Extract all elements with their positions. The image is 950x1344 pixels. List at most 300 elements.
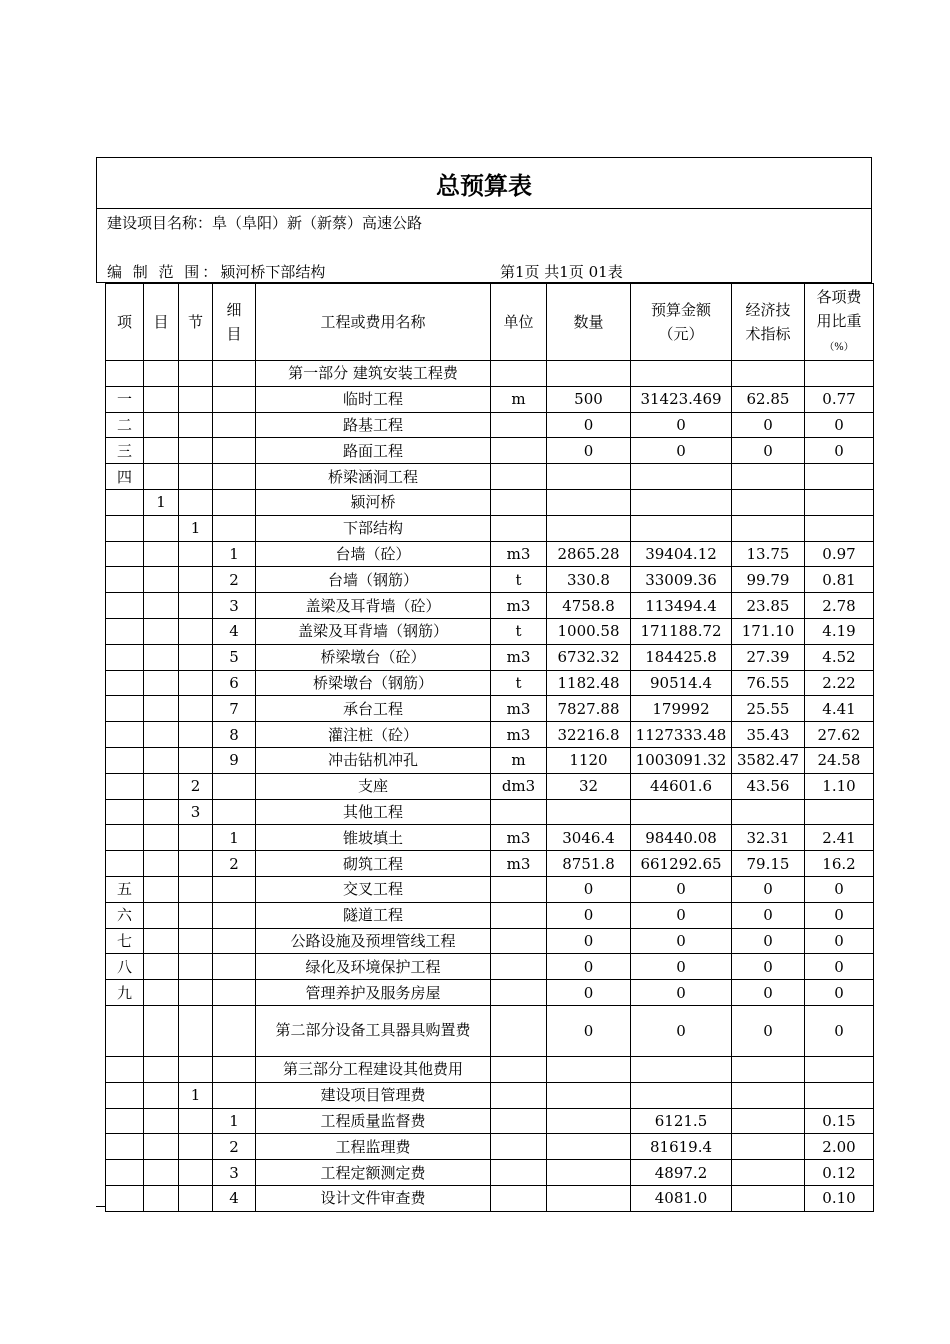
cell-name: 颍河桥 [256, 489, 491, 515]
cell-ratio: 4.52 [805, 644, 874, 670]
cell-mu [144, 1108, 179, 1134]
table-row [106, 928, 874, 954]
cell-ratio: 0 [805, 980, 874, 1006]
cell-ximu [213, 876, 256, 902]
cell-mu [144, 1082, 179, 1108]
cell-ximu: 1 [213, 1108, 256, 1134]
cell-jie [179, 954, 213, 980]
cell-ratio: 2.22 [805, 670, 874, 696]
col-header-jie: 节 [179, 284, 213, 361]
cell-xiang [106, 593, 144, 619]
cell-unit: m [491, 747, 547, 773]
cell-ximu [213, 954, 256, 980]
cell-unit [491, 928, 547, 954]
cell-jie [179, 747, 213, 773]
cell-ratio: 0 [805, 954, 874, 980]
cell-name: 锥坡填土 [256, 825, 491, 851]
col-header-xiang: 项 [106, 284, 144, 361]
cell-mu: 1 [144, 489, 179, 515]
cell-amount: 0 [631, 980, 732, 1006]
cell-mu [144, 902, 179, 928]
col-header-ratio-line3: （%） [824, 341, 854, 353]
cell-unit [491, 438, 547, 464]
project-name-line [107, 212, 422, 233]
cell-ratio: 16.2 [805, 851, 874, 877]
col-header-mu: 目 [144, 284, 179, 361]
cell-jie [179, 361, 213, 387]
cell-qty [547, 1134, 631, 1160]
cell-unit [491, 954, 547, 980]
cell-unit [491, 515, 547, 541]
cell-jie: 1 [179, 1082, 213, 1108]
cell-jie [179, 386, 213, 412]
cell-ximu: 2 [213, 567, 256, 593]
col-header-amount-line2: （元） [658, 325, 704, 343]
cell-unit: m3 [491, 722, 547, 748]
cell-xiang [106, 489, 144, 515]
cell-amount: 0 [631, 1005, 732, 1056]
cell-xiang [106, 799, 144, 825]
cell-index: 43.56 [732, 773, 805, 799]
cell-jie [179, 928, 213, 954]
cell-ratio [805, 515, 874, 541]
cell-qty [547, 361, 631, 387]
cell-ratio: 2.78 [805, 593, 874, 619]
cell-ximu [213, 361, 256, 387]
col-header-unit: 单位 [491, 284, 547, 361]
cell-unit: t [491, 670, 547, 696]
cell-xiang [106, 1005, 144, 1056]
page-info: 第1页 共1页 01表 [500, 263, 623, 281]
cell-qty: 0 [547, 1005, 631, 1056]
cell-unit [491, 1056, 547, 1082]
cell-mu [144, 1005, 179, 1056]
cell-amount: 1003091.32 [631, 747, 732, 773]
table-row [106, 1082, 874, 1108]
table-row [106, 1005, 874, 1056]
cell-index [732, 489, 805, 515]
title-divider [97, 208, 871, 209]
cell-ratio [805, 1082, 874, 1108]
cell-qty: 1182.48 [547, 670, 631, 696]
scope-line [107, 261, 325, 282]
cell-jie [179, 1185, 213, 1211]
cell-ratio: 0 [805, 1005, 874, 1056]
cell-amount [631, 464, 732, 490]
cell-amount: 0 [631, 412, 732, 438]
cell-amount: 0 [631, 902, 732, 928]
cell-name: 冲击钻机冲孔 [256, 747, 491, 773]
cell-index: 171.10 [732, 618, 805, 644]
cell-amount: 4081.0 [631, 1185, 732, 1211]
cell-xiang: 四 [106, 464, 144, 490]
cell-ximu [213, 980, 256, 1006]
cell-ratio: 0.12 [805, 1160, 874, 1186]
cell-jie [179, 1108, 213, 1134]
cell-amount: 113494.4 [631, 593, 732, 619]
cell-xiang: 一 [106, 386, 144, 412]
cell-ximu: 2 [213, 851, 256, 877]
cell-name: 第三部分工程建设其他费用 [256, 1056, 491, 1082]
cell-amount: 6121.5 [631, 1108, 732, 1134]
col-header-index-line2: 术指标 [745, 325, 791, 343]
cell-ximu [213, 1056, 256, 1082]
cell-index: 3582.47 [732, 747, 805, 773]
cell-unit: m3 [491, 825, 547, 851]
cell-unit [491, 489, 547, 515]
cell-index [732, 799, 805, 825]
cell-amount: 33009.36 [631, 567, 732, 593]
col-header-ximu-line1: 细 [226, 301, 242, 319]
cell-ximu: 6 [213, 670, 256, 696]
cell-ximu: 4 [213, 618, 256, 644]
cell-unit [491, 412, 547, 438]
cell-ximu [213, 799, 256, 825]
cell-name: 工程监理费 [256, 1134, 491, 1160]
table-row [106, 696, 874, 722]
table-row [106, 1108, 874, 1134]
cell-qty [547, 1056, 631, 1082]
cell-mu [144, 954, 179, 980]
cell-jie [179, 464, 213, 490]
cell-mu [144, 412, 179, 438]
cell-ximu [213, 438, 256, 464]
cell-ximu: 2 [213, 1134, 256, 1160]
cell-unit: m3 [491, 851, 547, 877]
cell-qty: 1000.58 [547, 618, 631, 644]
cell-qty: 0 [547, 876, 631, 902]
col-header-qty: 数量 [547, 284, 631, 361]
cell-xiang [106, 567, 144, 593]
cell-index [732, 464, 805, 490]
cell-xiang [106, 773, 144, 799]
cell-mu [144, 670, 179, 696]
cell-jie [179, 618, 213, 644]
cell-ratio: 0 [805, 928, 874, 954]
cell-jie: 3 [179, 799, 213, 825]
cell-name: 灌注桩（砼） [256, 722, 491, 748]
cell-ratio [805, 1056, 874, 1082]
cell-ratio: 0 [805, 438, 874, 464]
cell-mu [144, 361, 179, 387]
cell-ratio: 1.10 [805, 773, 874, 799]
cell-name: 盖梁及耳背墙（砼） [256, 593, 491, 619]
col-header-name: 工程或费用名称 [256, 284, 491, 361]
cell-jie [179, 902, 213, 928]
cell-amount: 171188.72 [631, 618, 732, 644]
cell-amount: 179992 [631, 696, 732, 722]
cell-mu [144, 980, 179, 1006]
cell-jie: 2 [179, 773, 213, 799]
cell-name: 路面工程 [256, 438, 491, 464]
cell-unit [491, 1185, 547, 1211]
col-header-amount-line1: 预算金额 [650, 301, 711, 319]
cell-ratio: 2.00 [805, 1134, 874, 1160]
cell-index: 13.75 [732, 541, 805, 567]
cell-mu [144, 1185, 179, 1211]
cell-ximu [213, 412, 256, 438]
cell-xiang: 八 [106, 954, 144, 980]
cell-index [732, 1056, 805, 1082]
cell-xiang [106, 825, 144, 851]
cell-ximu [213, 386, 256, 412]
cell-amount: 0 [631, 928, 732, 954]
col-header-index-line1: 经济技 [745, 301, 791, 319]
cell-index: 35.43 [732, 722, 805, 748]
cell-name: 砌筑工程 [256, 851, 491, 877]
cell-ratio [805, 489, 874, 515]
cell-mu [144, 1056, 179, 1082]
cell-jie [179, 696, 213, 722]
table-row [106, 567, 874, 593]
cell-mu [144, 386, 179, 412]
table-row [106, 876, 874, 902]
cell-amount: 0 [631, 876, 732, 902]
cell-name: 绿化及环境保护工程 [256, 954, 491, 980]
cell-amount: 98440.08 [631, 825, 732, 851]
scope-value: 颍河桥下部结构 [220, 263, 326, 281]
cell-unit [491, 1134, 547, 1160]
cell-qty: 7827.88 [547, 696, 631, 722]
table-row [106, 386, 874, 412]
project-name: 阜（阜阳）新（新蔡）高速公路 [212, 214, 423, 232]
cell-name: 第一部分 建筑安装工程费 [256, 361, 491, 387]
cell-unit: m [491, 386, 547, 412]
table-row [106, 825, 874, 851]
cell-ximu [213, 515, 256, 541]
cell-mu [144, 593, 179, 619]
cell-index: 0 [732, 876, 805, 902]
cell-unit: dm3 [491, 773, 547, 799]
cell-name: 公路设施及预埋管线工程 [256, 928, 491, 954]
cell-index: 25.55 [732, 696, 805, 722]
cell-index: 0 [732, 902, 805, 928]
cell-amount: 184425.8 [631, 644, 732, 670]
cell-xiang: 五 [106, 876, 144, 902]
cell-index: 79.15 [732, 851, 805, 877]
cell-name: 建设项目管理费 [256, 1082, 491, 1108]
cell-xiang [106, 1108, 144, 1134]
cell-amount [631, 361, 732, 387]
cell-jie [179, 541, 213, 567]
cell-jie [179, 876, 213, 902]
table-row [106, 902, 874, 928]
cell-qty: 1120 [547, 747, 631, 773]
cell-qty [547, 1108, 631, 1134]
table-row [106, 1134, 874, 1160]
cell-name: 承台工程 [256, 696, 491, 722]
table-header-row [106, 284, 874, 361]
cell-jie [179, 438, 213, 464]
cell-index: 32.31 [732, 825, 805, 851]
cell-xiang [106, 1160, 144, 1186]
cell-mu [144, 851, 179, 877]
cell-ratio: 0.77 [805, 386, 874, 412]
cell-ximu: 5 [213, 644, 256, 670]
cell-amount: 81619.4 [631, 1134, 732, 1160]
cell-index: 0 [732, 1005, 805, 1056]
cell-jie [179, 1160, 213, 1186]
cell-qty: 6732.32 [547, 644, 631, 670]
cell-ratio [805, 799, 874, 825]
cell-mu [144, 438, 179, 464]
cell-ratio: 2.41 [805, 825, 874, 851]
cell-ximu [213, 464, 256, 490]
cell-ximu [213, 928, 256, 954]
cell-xiang [106, 1185, 144, 1211]
cell-qty: 330.8 [547, 567, 631, 593]
cell-qty [547, 515, 631, 541]
table-row [106, 1185, 874, 1211]
table-row [106, 954, 874, 980]
cell-ratio: 0.81 [805, 567, 874, 593]
cell-name: 隧道工程 [256, 902, 491, 928]
cell-xiang [106, 644, 144, 670]
cell-index [732, 1134, 805, 1160]
cell-name: 第二部分设备工具器具购置费 [256, 1005, 491, 1056]
cell-xiang [106, 670, 144, 696]
budget-table [105, 283, 874, 1212]
cell-unit [491, 980, 547, 1006]
cell-qty [547, 1082, 631, 1108]
cell-ratio: 4.19 [805, 618, 874, 644]
cell-mu [144, 464, 179, 490]
cell-mu [144, 567, 179, 593]
cell-xiang: 二 [106, 412, 144, 438]
cell-amount [631, 515, 732, 541]
cell-jie [179, 567, 213, 593]
cell-xiang: 三 [106, 438, 144, 464]
cell-qty: 0 [547, 954, 631, 980]
cell-index: 76.55 [732, 670, 805, 696]
table-row [106, 1160, 874, 1186]
cell-mu [144, 773, 179, 799]
cell-index: 23.85 [732, 593, 805, 619]
cell-jie [179, 1134, 213, 1160]
cell-xiang: 九 [106, 980, 144, 1006]
cell-name: 路基工程 [256, 412, 491, 438]
cell-name: 管理养护及服务房屋 [256, 980, 491, 1006]
cell-index: 0 [732, 412, 805, 438]
cell-name: 桥梁墩台（砼） [256, 644, 491, 670]
table-row [106, 747, 874, 773]
cell-ratio: 0 [805, 412, 874, 438]
cell-name: 台墙（钢筋） [256, 567, 491, 593]
cell-index: 99.79 [732, 567, 805, 593]
cell-xiang [106, 541, 144, 567]
cell-unit [491, 876, 547, 902]
cell-index: 0 [732, 438, 805, 464]
cell-name: 台墙（砼） [256, 541, 491, 567]
cell-ximu: 3 [213, 1160, 256, 1186]
cell-ximu [213, 902, 256, 928]
cell-xiang [106, 722, 144, 748]
cell-ximu: 1 [213, 541, 256, 567]
cell-name: 工程定额测定费 [256, 1160, 491, 1186]
cell-xiang [106, 361, 144, 387]
cell-amount: 1127333.48 [631, 722, 732, 748]
cell-unit: m3 [491, 696, 547, 722]
table-row [106, 618, 874, 644]
cell-index: 0 [732, 980, 805, 1006]
table-row [106, 773, 874, 799]
cell-mu [144, 515, 179, 541]
cell-name: 其他工程 [256, 799, 491, 825]
cell-qty [547, 799, 631, 825]
cell-ximu: 4 [213, 1185, 256, 1211]
cell-ratio: 0 [805, 876, 874, 902]
cell-index: 0 [732, 954, 805, 980]
cell-ratio: 4.41 [805, 696, 874, 722]
cell-qty: 0 [547, 980, 631, 1006]
cell-ximu [213, 773, 256, 799]
table-row [106, 670, 874, 696]
cell-jie [179, 593, 213, 619]
cell-mu [144, 747, 179, 773]
cell-jie [179, 980, 213, 1006]
cell-ximu: 3 [213, 593, 256, 619]
cell-mu [144, 928, 179, 954]
cell-unit: m3 [491, 541, 547, 567]
cell-mu [144, 1160, 179, 1186]
cell-amount: 39404.12 [631, 541, 732, 567]
cell-index [732, 1185, 805, 1211]
cell-jie [179, 1005, 213, 1056]
cell-amount: 90514.4 [631, 670, 732, 696]
table-body [106, 361, 874, 1212]
cell-index [732, 1160, 805, 1186]
cell-jie [179, 670, 213, 696]
col-header-ratio [805, 284, 874, 361]
cell-ximu [213, 1005, 256, 1056]
table-row [106, 851, 874, 877]
col-header-ratio-line2: 用比重 [816, 311, 862, 330]
cell-jie [179, 644, 213, 670]
cell-unit: m3 [491, 593, 547, 619]
cell-xiang [106, 515, 144, 541]
cell-ratio [805, 361, 874, 387]
cell-qty [547, 1160, 631, 1186]
col-header-ratio-line1: 各项费 [816, 287, 862, 306]
table-row [106, 412, 874, 438]
cell-qty: 0 [547, 438, 631, 464]
cell-ratio: 0.10 [805, 1185, 874, 1211]
cell-qty: 0 [547, 902, 631, 928]
col-header-ximu [213, 284, 256, 361]
cell-xiang [106, 851, 144, 877]
bottom-left-tick [96, 1206, 105, 1207]
cell-qty: 4758.8 [547, 593, 631, 619]
cell-ximu: 8 [213, 722, 256, 748]
cell-unit [491, 1160, 547, 1186]
cell-qty: 3046.4 [547, 825, 631, 851]
cell-jie: 1 [179, 515, 213, 541]
cell-name: 交叉工程 [256, 876, 491, 902]
project-label: 建设项目名称： [107, 214, 213, 232]
cell-name: 临时工程 [256, 386, 491, 412]
cell-xiang: 七 [106, 928, 144, 954]
table-row [106, 593, 874, 619]
cell-mu [144, 1134, 179, 1160]
cell-amount: 44601.6 [631, 773, 732, 799]
page-title: 总预算表 [436, 172, 532, 200]
table-row [106, 361, 874, 387]
col-header-index [732, 284, 805, 361]
cell-name: 盖梁及耳背墙（钢筋） [256, 618, 491, 644]
cell-ratio [805, 464, 874, 490]
cell-xiang [106, 1082, 144, 1108]
cell-qty: 32 [547, 773, 631, 799]
